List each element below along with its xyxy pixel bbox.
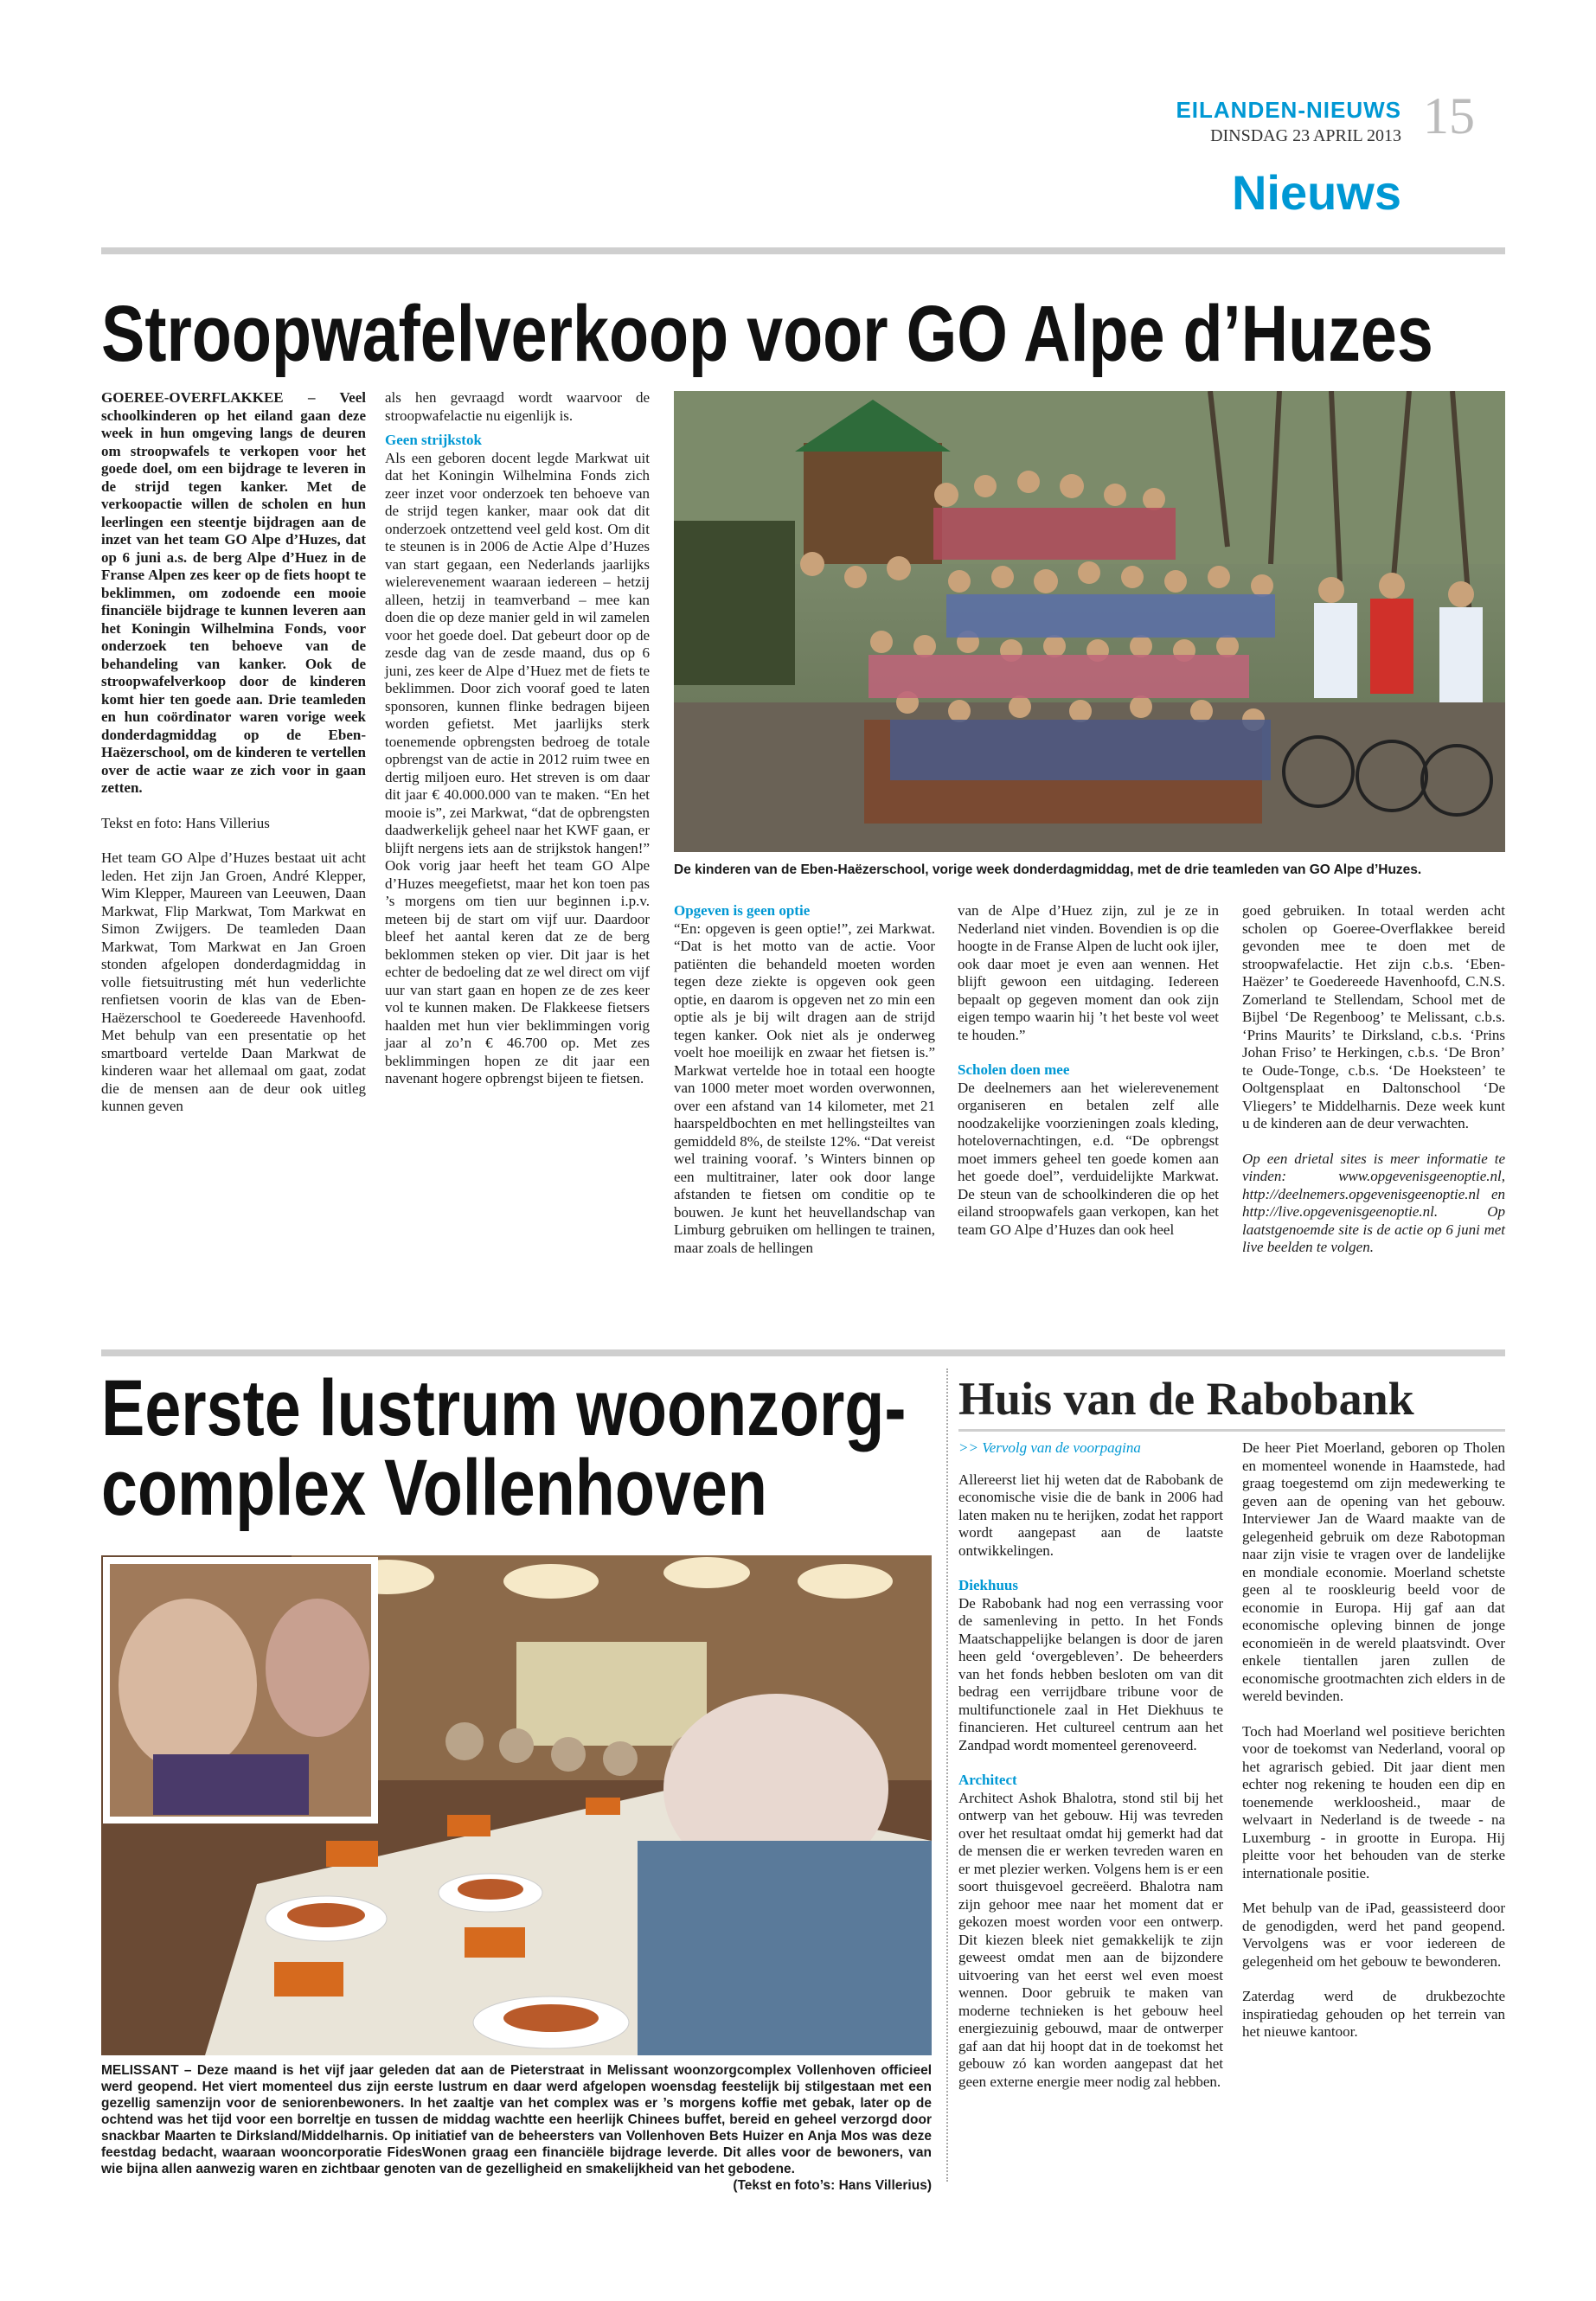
residents-dinner-photo	[101, 1555, 932, 2055]
article1-col1-body: Het team GO Alpe d’Huzes bestaat uit acht leden. Het zijn Jan Groen, André Klepper, Wim Klepper, Maureen van Leeuwen, Daan Markwat, Flip Markwat, Tom Markwat en Simon Zwijgers. De teamleden Daan Markwat, Tom Markwat en Jan Groen stonden afgelopen donderdagmiddag in volle fietsuitrusting mét hun vederlichte renfietsen voorin de klas van de Eben-Haëzerschool te Goedereede Havenhoofd. Met behulp van een presentatie op het smartboard vertelde Daan Markwat de kinderen waar het allemaal om gaat, zodat die de mensen aan de deur ook uitleg kunnen geven	[101, 849, 366, 1114]
article1-photo-caption: De kinderen van de Eben-Haëzerschool, vorige week donderdagmiddag, met de drie teamleden van GO Alpe d’Huzes.	[674, 862, 1422, 877]
article1-col4-body2: De deelnemers aan het wielerevenement organiseren en betalen zelf alle noodzakelijke voorzieningen zoals kleding, hotelovernachtingen, e.d. “De opbrengst moet immers geheel ten goede komen aan het goede doel”, verduidelijkte Markwat. De steun van de schoolkinderen die op het eiland stroopwafels gaan verkopen, kan het team GO Alpe d’Huzes dan ook heel	[958, 1079, 1219, 1238]
article3-col2	[1242, 1439, 1505, 2059]
article1-subhead-2: Opgeven is geen optie	[674, 902, 811, 919]
article3-subhead-2: Architect	[958, 1772, 1017, 1788]
article1-col4-body: van de Alpe d’Huez zijn, zul je ze in Nederland niet vinden. Bovendien is op die hoogte in de Franse Alpen de lucht ook ijler, ook daar moet je even aan wennen. Het blijft gewoon een uitdaging. Iedereen bepaalt op gegeven moment dan ook zijn eigen tempo waarin hij ’t het beste vol weet te houden.”	[958, 902, 1219, 1043]
residents-dinner-photo-image	[101, 1555, 932, 2055]
article3-col1-intro: Allereerst liet hij weten dat de Rabobank de economische visie die de bank in 2006 had laten maken nu te herijken, zodat het rapport wordt aangepast aan de laatste ontwikkelingen.	[958, 1471, 1223, 1559]
article3-rule	[958, 1429, 1505, 1432]
column-divider	[946, 1368, 948, 2182]
page-number: 15	[1423, 87, 1475, 144]
article2-headline-line2: complex Vollenhoven	[101, 1444, 767, 1532]
article1-col2-intro: als hen gevraagd wordt waarvoor de stroopwafelactie nu eigenlijk is.	[385, 389, 650, 424]
article1-more-info: Op een drietal sites is meer informatie te vinden: www.opgevenisgeenoptie.nl, http://deelnemers.opgevenisgeenoptie.nl en http://live.opgevenisgeenoptie.nl. Op laatstgenoemde site is de actie op 6 juni met live beelden te volgen.	[1242, 1150, 1505, 1255]
article1-credit: Tekst en foto: Hans Villerius	[101, 814, 270, 831]
article1-col2	[385, 389, 650, 1106]
children-team-photo	[674, 391, 1505, 852]
article1-col3-body: “En: opgeven is geen optie!”, zei Markwat. “Dat is het motto van de actie. Voor patiënten die behandeld moeten worden tegen deze ziekte is opgeven ook geen optie, en daarom is opgeven net zo min een optie als je bij wilt dragen aan de strijd tegen kanker. Ook niet als je onderweg voelt hoe moeilijk en zwaar het fietsen is.” Markwat vertelde hoe in totaal een hoogte van 1000 meter moet worden overwonnen, over een afstand van 14 kilometer, met 21 haarspeldbochten en met hellingsteiltes van gemiddeld 8%, de steilste 12%. “Dat vereist wel training vooraf. ’s Winters binnen op een multitrainer, later ook door lange afstanden te fietsen om conditie op te bouwen. Je kunt het heuvellandschap van Limburg gebruiken om hellingen te trainen, maar zoals de hellingen	[674, 920, 935, 1256]
article1-col5-body: goed gebruiken. In totaal werden acht scholen op Goeree-Overflakkee bereid gevonden mee te doen met de stroopwafelactie. Het zijn c.b.s. ‘Eben-Haëzer’ te Goedereede Havenhoofd, C.N.S. Zomerland te Stellendam, School met de Bijbel ‘De Regenboog’ te Melissant, c.b.s. ‘Prins Maurits’ te Dirksland, c.b.s. ‘Prins Johan Friso’ te Herkingen, c.b.s. ‘De Bron’ te Oude-Tonge, c.b.s. ‘De Hoeksteen’ te Ooltgensplaat en Daltonschool ‘De Vliegers’ te Middelharnis. Deze week kunt u de kinderen aan de deur verwachten.	[1242, 902, 1505, 1131]
article3-col1-body: De Rabobank had nog een verrassing voor de samenleving in petto. In het Fonds Maatschappelijke belangen is door de jaren heen geld ‘overgebleven’. De beheerders van het fonds hebben besloten om van dit bedrag een verrijdbare tribune voor de multifunctionele zaal in Het Diekhuus te financieren. Het cultureel centrum aan het Zandpad wordt momenteel gerenoveerd.	[958, 1594, 1223, 1753]
article2-caption-text: MELISSANT – Deze maand is het vijf jaar geleden dat aan de Pieterstraat in Melissant woonzorgcomplex Vollenhoven officieel werd geopend. Het viert momenteel dus zijn eerste lustrum en daar werd afgelopen woensdag feestelijk bij stilgestaan met een gezellig samenzijn voor de seniorenbewoners. In het zaaltje van het complex was er ’s morgens koffie met gebak, later op de ochtend was het tijd voor een borreltje en tussen de middag wachtte een heerlijk Chinees buffet, bereid en geheel verzorgd door snackbar Maarten te Dirksland/Middelharnis. Op initiatief van de beheersters van Vollenhoven Bets Huizer en Anja Mos was deze feestdag bedacht, waaraan wooncorporatie FidesWonen graag een financiële bijdrage leverde. Dit alles voor de bewoners, van wie bijna allen aanwezig waren en zichtbaar genoten van de gezelligheid en smakelijkheid van het gebodene.	[101, 2063, 932, 2176]
article1-headline: Stroopwafelverkoop voor GO Alpe d’Huzes	[101, 290, 1433, 378]
brand-logo: EILANDEN-NIEUWS	[1176, 97, 1401, 123]
article2-caption	[101, 2062, 932, 2194]
top-rule	[101, 247, 1505, 254]
article3-headline: Huis van de Rabobank	[958, 1373, 1414, 1425]
article1-subhead-3: Scholen doen mee	[958, 1061, 1070, 1078]
article3-col1	[958, 1439, 1223, 2108]
article1-subhead-1: Geen strijkstok	[385, 432, 482, 448]
article3-col2-p4: Zaterdag werd de drukbezochte inspiratiedag gehouden op het terrein van het nieuwe kantoor.	[1242, 1988, 1505, 2040]
article1-col4	[958, 902, 1219, 1256]
section-title: Nieuws	[1231, 165, 1401, 220]
children-team-photo-image	[674, 391, 1505, 852]
article3-col2-p2: Toch had Moerland wel positieve berichten voor de toekomst van Nederland, vooral op het agrarisch gebied. Dit jaar dient men echter nog rekening te houden een dip en toenemende werkloosheid., maar de welvaart in Nederland is de tweede - na Luxemburg - in grootte in Europa. Hij pleitte voor het behouden van de sterke internationale positie.	[1242, 1722, 1505, 1881]
article1-col3	[674, 902, 935, 1274]
article1-col2-body: Als een geboren docent legde Markwat uit dat het Koningin Wilhelmina Fonds zich zeer inzet voor onderzoek ten behoeve van de strijd tegen kanker, maar ook dat dit onderzoek ontzettend veel geld kost. Om dit te steunen is in 2006 de Actie Alpe d’Huzes van start gegaan, een Nederlands jaarlijks wielerevenement waaraan iedereen – hetzij alleen, hetzij in teamverband – mee kan doen die op deze manier geld in wil zamelen voor het goede doel. Dat gebeurt door op de zesde dag van de zesde maand, dus op 6 juni, zes keer de Alpe d’Huez met de fiets te beklimmen. Door zich vooraf goed te laten sponsoren, kunnen flinke bedragen bijeen worden gefietst. Met jaarlijks sterk toenemende opbrengsten bedroeg de totale opbrengst van de actie in 2012 ruim twee en dertig miljoen euro. Het streven is om daar dit jaar € 40.000.000 van te maken. “En het mooie is”, zei Markwat, “dat de opbrengsten daadwerkelijk geheel naar het KWF gaan, er blijft nergens iets aan de strijkstok hangen!” Ook vorig jaar heeft het team GO Alpe d’Huzes meegefietst, maar het kon toen pas ’s morgens om tien uur beginnen i.p.v. meteen bij de start om vijf uur. Daardoor bleef het aantal keren dat ze de berg beklommen steken op vier. Dit jaar is het echter de bedoeling dat ze wel direct om vijf uur van start gaan en hopen ze de zes keer vol te kunnen maken. De Flakkeese fietsers haalden met hun vier beklimmingen vorig jaar al zo’n € 46.700 op. Met zes beklimmingen hopen ze dit jaar een navenant hogere opbrengst bijeen te fietsen.	[385, 449, 650, 1086]
article3-col2-p1: De heer Piet Moerland, geboren op Tholen en momenteel wonende in Haamstede, had graag toegestemd om zijn medewerking te geven aan de opening van het gebouw. Interviewer Jan de Waard maakte van de gelegenheid gebruik om deze Rabotopman naar zijn visie te vragen over de landelijke en mondiale economie. Moerland schetste geen al te rooskleurig beeld voor de economie in Europa. Hij gaf aan dat economische opleving binnen de jonge economieën in de wereld plaatsvindt. Over enkele tientallen jaren zullen de economische grootmachten zich elders in de wereld bevinden.	[1242, 1439, 1505, 1704]
article2-headline-line1: Eerste lustrum woonzorg-	[101, 1364, 907, 1452]
issue-date: DINSDAG 23 APRIL 2013	[1210, 126, 1401, 145]
article1-col1	[101, 389, 366, 1133]
article3-col1-body2: Architect Ashok Bhalotra, stond stil bij het ontwerp van het gebouw. Hij was tevreden over het resultaat omdat hij gemerkt had dat de mensen die er werken tevreden waren en er met plezier werken. Volgens hem is er een soort thuisgevoel gecreëerd. Bhalotra nam zijn gehoor mee naar het moment dat er gekozen moest worden voor een ontwerp. Dit kiezen bleek niet gemakkelijk te zijn geweest omdat men aan de bijzondere uitvoering van het eerst wel even moest wennen. Door gebruik te maken van moderne technieken is het gebouw heel energiezuinig gebouwd, maar de ontwerper gaf aan dat hij hoopt dat in de toekomst het gebouw zó kan worden aangepast dat het geen externe energie meer nodig zal hebben.	[958, 1789, 1223, 2090]
article2-credit: (Tekst en foto’s: Hans Villerius)	[733, 2178, 932, 2193]
middle-rule	[101, 1349, 1505, 1356]
article1-col5	[1242, 902, 1505, 1274]
article3-subhead-1: Diekhuus	[958, 1577, 1018, 1593]
article1-lead: GOEREE-OVERFLAKKEE – Veel schoolkinderen op het eiland gaan deze week in hun omgeving langs de deuren om stroopwafels te verkopen voor het goede doel, om een bijdrage te leveren in de strijd tegen kanker. Met de verkoopactie willen de scholen en hun leerlingen een steentje bijdragen aan de inzet van het team GO Alpe d’Huzes, dat op 6 juni a.s. de berg Alpe d’Huez in de Franse Alpen zes keer op de fiets hoopt te beklimmen, om zodoende een mooie financiële bijdrage te kunnen leveren aan het Koningin Wilhelmina Fonds, voor onderzoek ten behoeve van de behandeling van kanker. Ook de stroopwafelverkoop door de kinderen komt hier ten goede aan. Drie teamleden en hun coördinator waren vorige week donderdagmiddag op de Eben-Haëzerschool, om de kinderen te vertellen over de actie waar ze zich voor in gaan zetten.	[101, 389, 366, 796]
continued-link[interactable]: >> Vervolg van de voorpagina	[958, 1439, 1141, 1456]
article3-col2-p3: Met behulp van de iPad, geassisteerd door de genodigden, werd het pand geopend. Vervolgens was er voor iedereen de gelegenheid om het gebouw te bewonderen.	[1242, 1900, 1505, 1970]
